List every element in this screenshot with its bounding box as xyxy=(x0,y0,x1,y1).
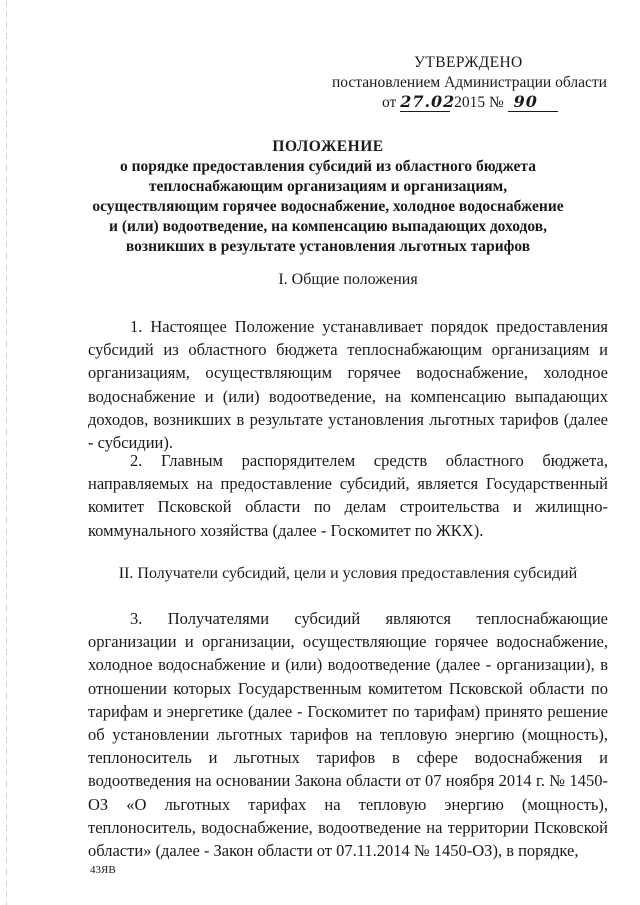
approval-caption: УТВЕРЖДЕНО xyxy=(414,54,523,71)
section-heading-general: I. Общие положения xyxy=(278,271,418,288)
paragraph-3: 3. Получателями субсидий являются теплоснабжающие организации и организации, осуществляющие горячее водоснабжение, холодное водоснабжение и (или) водоотведение (далее - организации), в отношении которых Государственным комитетом Псковской области по тарифам и энергетике (далее - Госкомитет по тарифам) принято решение об установлении льготных тарифов на тепловую энергию (мощность), теплоноситель и льготных тарифов в сфере водоснабжения и водоотведения на основании Закона области от 07 ноября 2014 г. № 1450-ОЗ «О льготных тарифах на тепловую энергию (мощность), теплоноситель, водоснабжение, водоотведение на территории Псковской области» (далее - Закон области от 07.11.2014 № 1450-ОЗ), в порядке, xyxy=(88,609,608,861)
scan-edge-line xyxy=(6,0,7,905)
approval-decree: постановлением Администрации области xyxy=(332,74,607,91)
date-prefix: от xyxy=(382,94,397,111)
paragraph-2: 2. Главным распорядителем средств областного бюджета, направляемых на предоставление субсидий, является Государственный комитет Псковской области по делам строительства и жилищно-коммунального хозяйства (далее - Госкомитет по ЖКХ). xyxy=(88,451,608,540)
handwritten-number: 90 xyxy=(513,92,538,111)
year-label: 2015 № xyxy=(454,94,504,111)
approval-dateline xyxy=(330,93,610,113)
section-heading-recipients: II. Получатели субсидий, цели и условия предоставления субсидий xyxy=(118,565,578,582)
document-title xyxy=(88,137,568,257)
footer-code: 43ЯВ xyxy=(90,864,116,876)
paragraph-1: 1. Настоящее Положение устанавливает порядок предоставления субсидий из областного бюджета теплоснабжающим организациям и организациям, осуществляющим горячее водоснабжение, холодное водоснабжение и (или) водоотведение, на компенсацию выпадающих доходов, возникших в результате установления льготных тарифов (далее - субсидии). xyxy=(88,317,608,453)
title-heading: ПОЛОЖЕНИЕ xyxy=(272,138,384,155)
title-body: о порядке предоставления субсидий из областного бюджета теплоснабжающим организациям и организациям, осуществляющим горячее водоснабжение, холодное водоснабжение и (или) водоотведение, на компенсацию выпадающих доходов, возникших в результате установления льготных тарифов xyxy=(92,158,564,255)
number-field xyxy=(508,93,558,112)
date-field xyxy=(400,92,456,112)
approval-stamp xyxy=(330,53,610,113)
handwritten-date: 27.02 xyxy=(400,92,456,111)
